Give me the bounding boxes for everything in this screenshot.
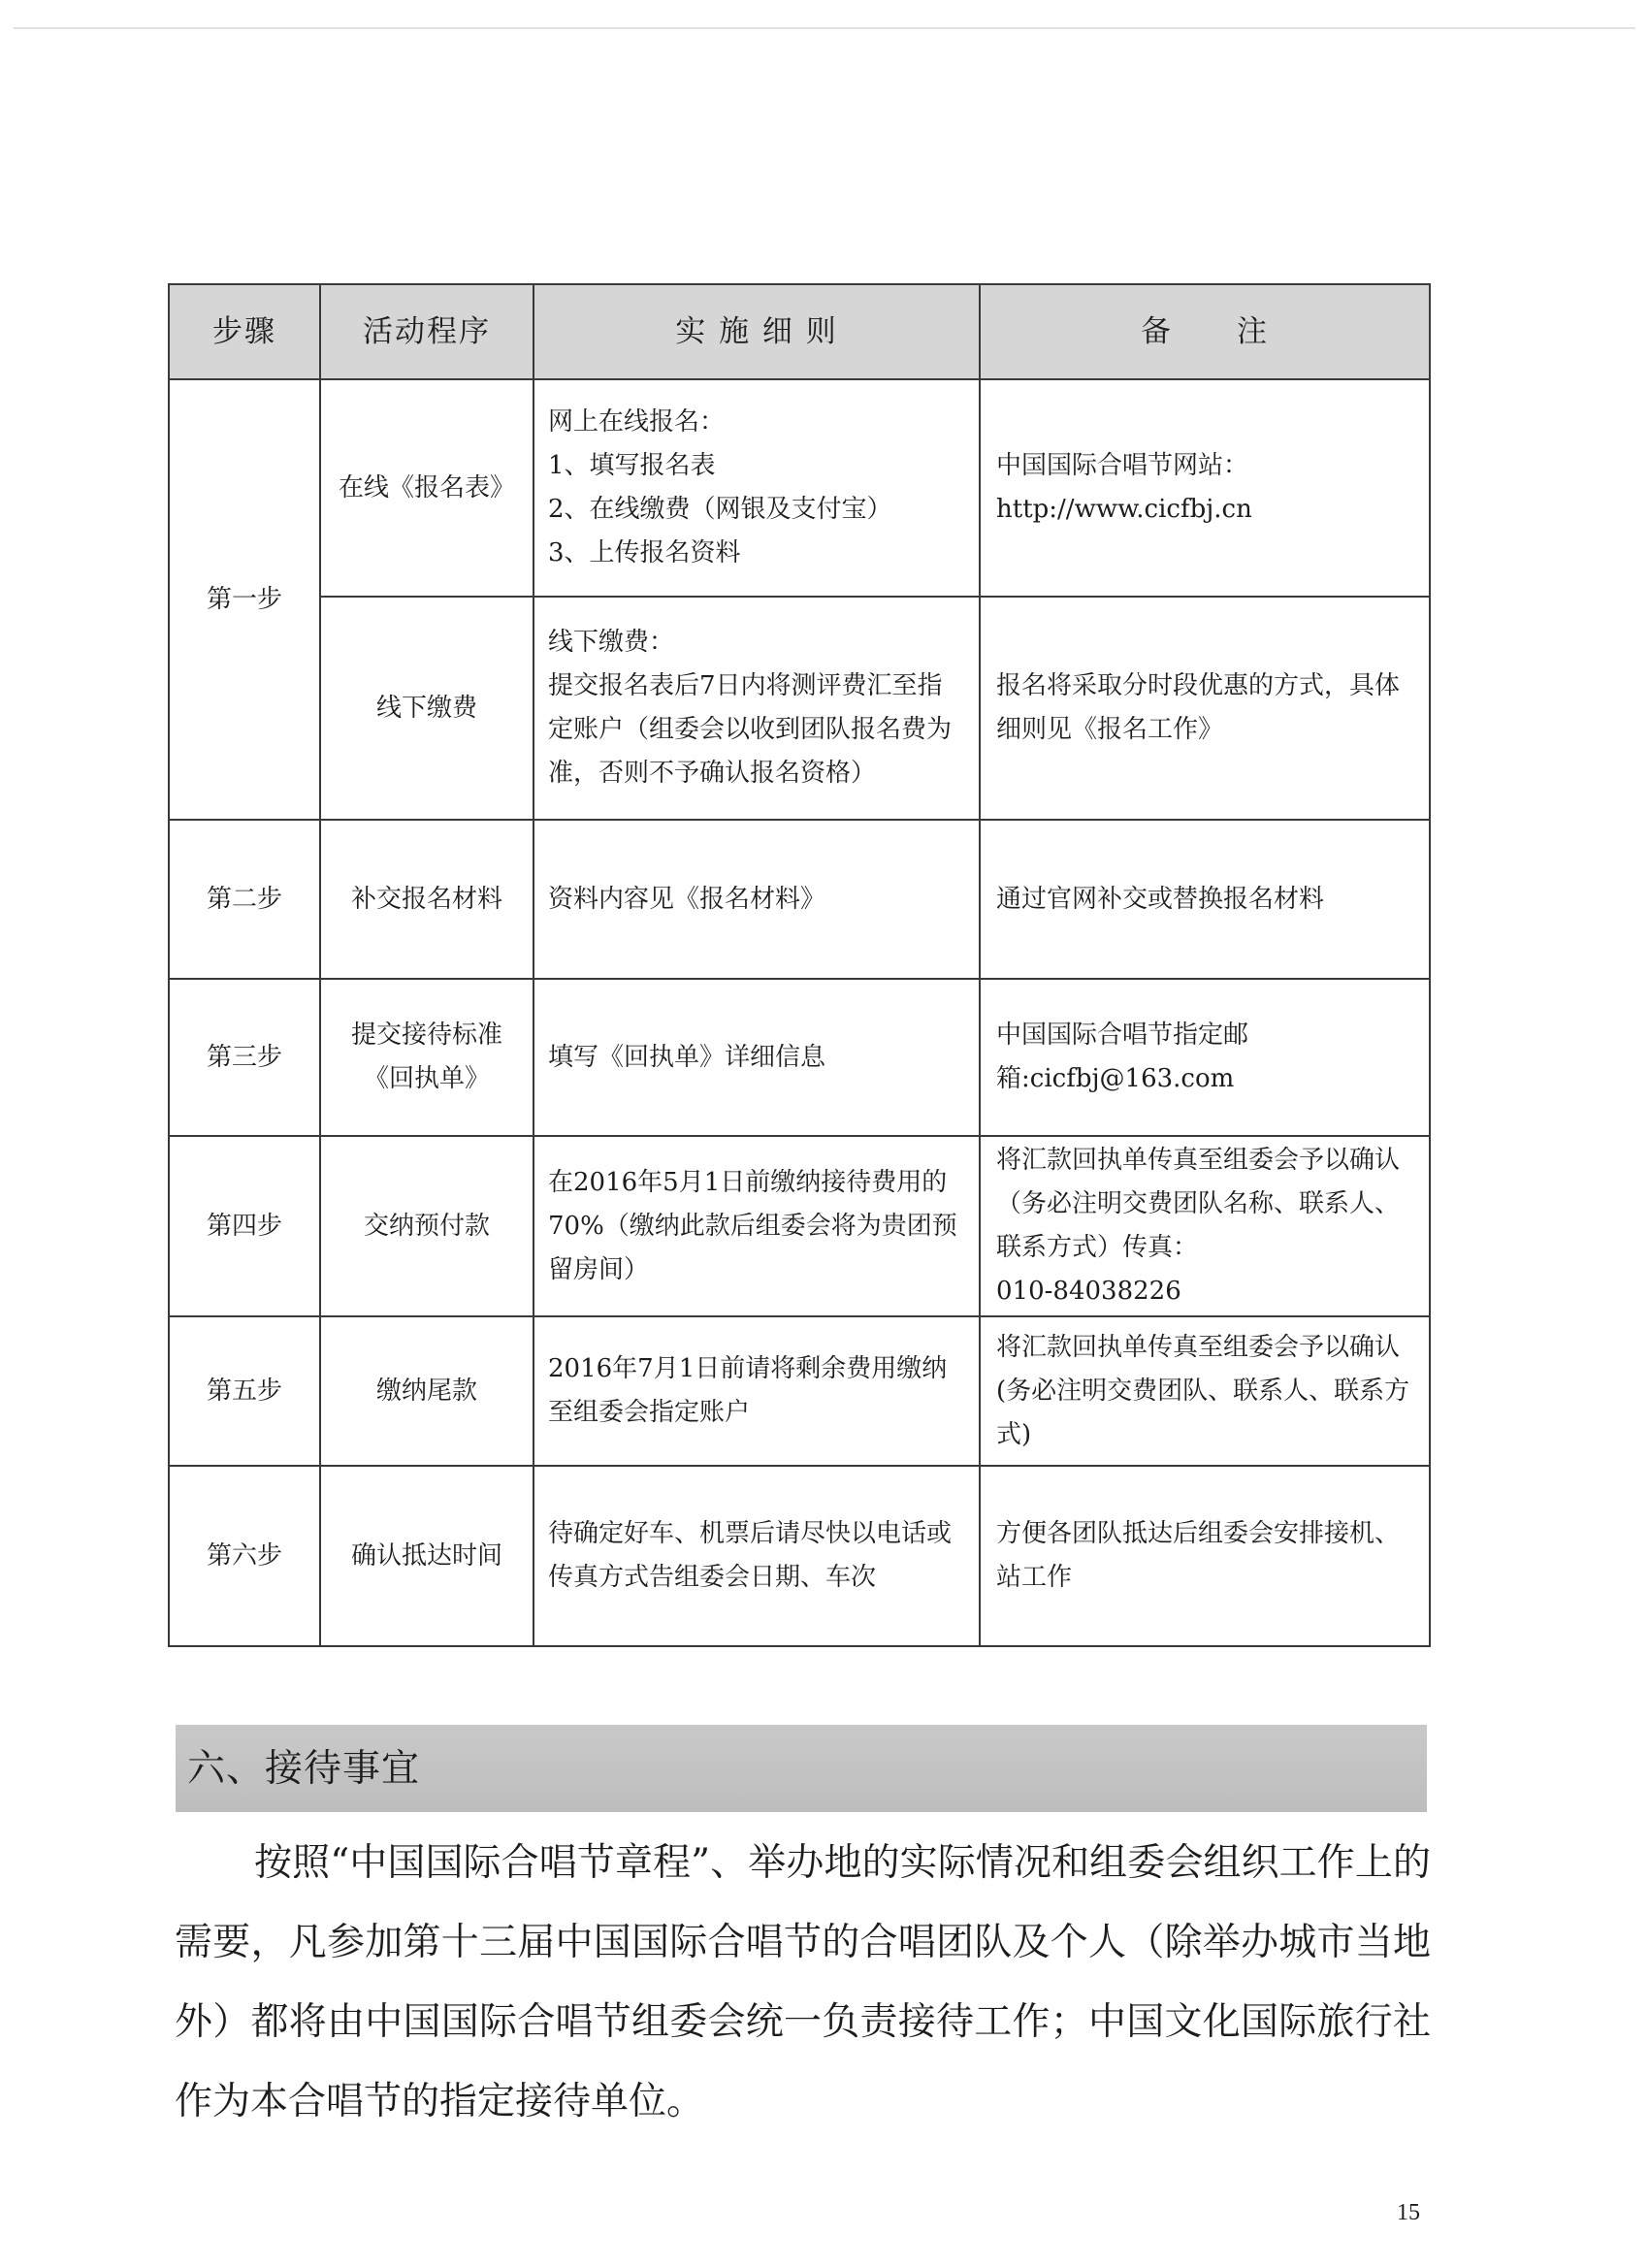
- details-cell: 待确定好车、机票后请尽快以电话或传真方式告组委会日期、车次: [534, 1466, 980, 1646]
- details-cell: 网上在线报名： 1、填写报名表 2、在线缴费（网银及支付宝） 3、上传报名资料: [534, 379, 980, 597]
- notes-cell: 报名将采取分时段优惠的方式，具体细则见《报名工作》: [980, 597, 1430, 820]
- page-number: 15: [1397, 2200, 1420, 2225]
- section-heading-bar: [176, 1725, 1427, 1812]
- procedure-cell: 确认抵达时间: [320, 1466, 534, 1646]
- notes-cell: 通过官网补交或替换报名材料: [980, 820, 1430, 979]
- procedure-cell: 补交报名材料: [320, 820, 534, 979]
- procedure-cell: 缴纳尾款: [320, 1316, 534, 1466]
- notes-cell: 中国国际合唱节网站： http://www.cicfbj.cn: [980, 379, 1430, 597]
- table-row: [169, 379, 1430, 597]
- section-paragraph: 按照“中国国际合唱节章程”、举办地的实际情况和组委会组织工作上的需要，凡参加第十三届中国国际合唱节的合唱团队及个人（除举办城市当地外）都将由中国国际合唱节组委会统一负责接待工作；中国文化国际旅行社作为本合唱节的指定接待单位。: [175, 1841, 1431, 2123]
- step-cell: 第二步: [169, 820, 320, 979]
- notes-cell: 方便各团队抵达后组委会安排接机、站工作: [980, 1466, 1430, 1646]
- notes-cell: 中国国际合唱节指定邮箱:cicfbj@163.com: [980, 979, 1430, 1136]
- table-row: [169, 979, 1430, 1136]
- details-cell: 填写《回执单》详细信息: [534, 979, 980, 1136]
- table-row: [169, 820, 1430, 979]
- step-cell: 第五步: [169, 1316, 320, 1466]
- procedure-cell: 线下缴费: [320, 597, 534, 820]
- table-row: [169, 1466, 1430, 1646]
- notes-cell: 将汇款回执单传真至组委会予以确认（务必注明交费团队名称、联系人、联系方式）传真： 010-84038226: [980, 1136, 1430, 1316]
- notes-cell: 将汇款回执单传真至组委会予以确认(务必注明交费团队、联系人、联系方式): [980, 1316, 1430, 1466]
- procedure-cell: 交纳预付款: [320, 1136, 534, 1316]
- details-cell: 2016年7月1日前请将剩余费用缴纳至组委会指定账户: [534, 1316, 980, 1466]
- step-cell: 第一步: [169, 379, 320, 820]
- header-notes: 备 注: [980, 284, 1430, 379]
- header-step: 步骤: [169, 284, 320, 379]
- step-cell: 第三步: [169, 979, 320, 1136]
- table-row: [169, 1136, 1430, 1316]
- header-details: 实 施 细 则: [534, 284, 980, 379]
- details-cell: 资料内容见《报名材料》: [534, 820, 980, 979]
- procedure-cell: 在线《报名表》: [320, 379, 534, 597]
- registration-steps-table: [168, 283, 1431, 1647]
- page-top-rule: [14, 27, 1635, 29]
- table-row: [169, 597, 1430, 820]
- step-cell: 第四步: [169, 1136, 320, 1316]
- table-row: [169, 1316, 1430, 1466]
- table-header-row: [169, 284, 1430, 379]
- details-cell: 线下缴费： 提交报名表后7日内将测评费汇至指定账户（组委会以收到团队报名费为准，否则不予确认报名资格）: [534, 597, 980, 820]
- details-cell: 在2016年5月1日前缴纳接待费用的70%（缴纳此款后组委会将为贵团预留房间）: [534, 1136, 980, 1316]
- procedure-cell: 提交接待标准 《回执单》: [320, 979, 534, 1136]
- step-cell: 第六步: [169, 1466, 320, 1646]
- section-title: 六、接待事宜: [187, 1747, 421, 1791]
- header-procedure: 活动程序: [320, 284, 534, 379]
